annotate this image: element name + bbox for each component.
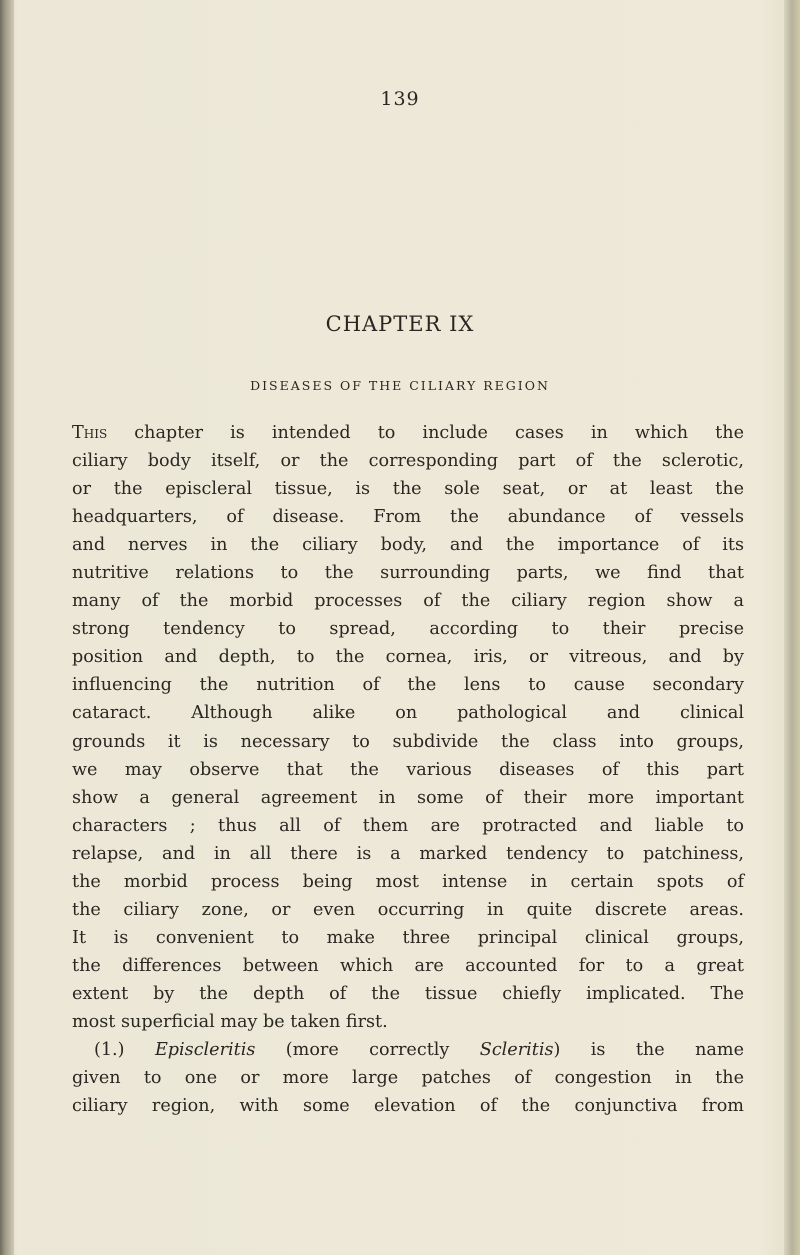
text-line: relapse, and in all there is a marked tendency to patchiness, — [72, 843, 744, 864]
term-episcleritis: Episcleritis — [154, 1040, 256, 1061]
text-line: It is convenient to make three principal clinical groups, — [72, 927, 744, 948]
text-line: the ciliary zone, or even occurring in quite discrete areas. — [72, 899, 744, 920]
text-line: the morbid process being most intense in certain spots of — [72, 871, 744, 892]
body-text — [72, 419, 744, 1120]
text-line: cataract. Although alike on pathological and clinical — [72, 703, 744, 724]
text-line: or the episcleral tissue, is the sole seat, or at least the — [72, 479, 744, 500]
term-scleritis: Scleritis — [479, 1040, 554, 1061]
text-line: characters ; thus all of them are protracted and liable to — [72, 815, 744, 836]
text-line: grounds it is necessary to subdivide the class into groups, — [72, 731, 744, 752]
page-binding-edge — [0, 0, 14, 1255]
drop-lead-word: This — [72, 423, 108, 443]
text-line: ciliary body itself, or the corresponding part of the sclerotic, — [72, 451, 744, 472]
text-line: headquarters, of disease. From the abundance of vessels — [72, 507, 744, 528]
text-line: influencing the nutrition of the lens to cause secondary — [72, 675, 744, 696]
list-number: (1.) — [94, 1040, 125, 1061]
text-line: show a general agreement in some of their more important — [72, 787, 744, 808]
page-number: 139 — [380, 88, 420, 110]
text-line: given to one or more large patches of congestion in the — [72, 1068, 744, 1089]
text-line: extent by the depth of the tissue chiefly implicated. The — [72, 983, 744, 1004]
text-line: most superficial may be taken first. — [72, 1011, 388, 1032]
text-line: (1.) Episcleritis (more correctly Scleritis) is the name — [94, 1040, 744, 1061]
text-line: strong tendency to spread, according to their precise — [72, 619, 744, 640]
text-line: many of the morbid processes of the ciliary region show a — [72, 591, 744, 612]
text-line: we may observe that the various diseases of this part — [72, 759, 744, 780]
chapter-title: CHAPTER IX — [325, 312, 475, 336]
text-line: and nerves in the ciliary body, and the importance of its — [72, 535, 744, 556]
text-line: This chapter is intended to include cases in which the — [72, 423, 744, 443]
text-line: ciliary region, with some elevation of the conjunctiva from — [72, 1096, 744, 1117]
section-heading: DISEASES OF THE CILIARY REGION — [250, 378, 550, 393]
text-line: position and depth, to the cornea, iris, or vitreous, and by — [72, 647, 744, 668]
text-line: the differences between which are accounted for to a great — [72, 955, 744, 976]
page-fore-edge — [784, 0, 800, 1255]
text-line: nutritive relations to the surrounding parts, we find that — [72, 563, 744, 584]
